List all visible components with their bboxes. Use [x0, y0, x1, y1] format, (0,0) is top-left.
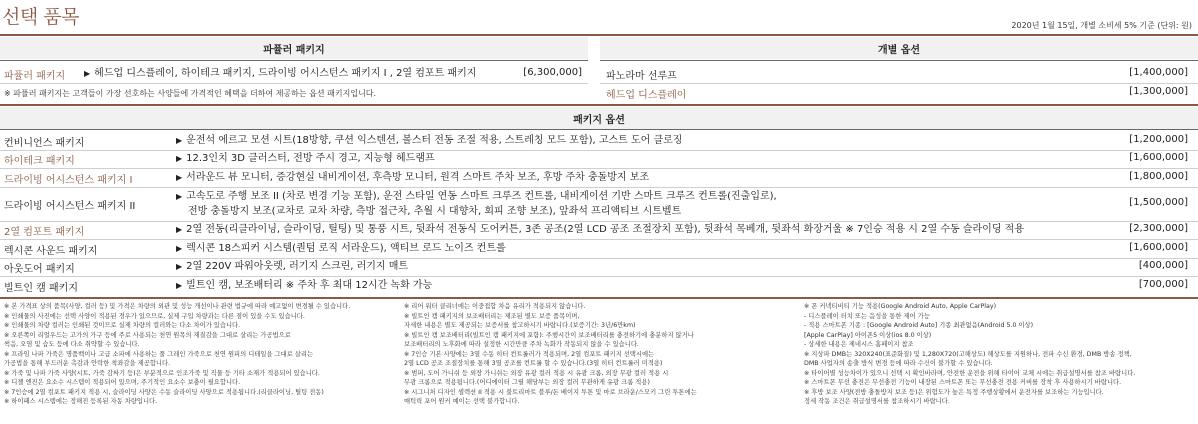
package-option-name: 드라이빙 어시스턴스 패키지 I: [4, 174, 133, 186]
individual-option-header: 개별 옵션: [600, 37, 1198, 59]
page-title: 선택 품목: [2, 6, 79, 28]
footnote-line: - 적용 스마트폰 기종 : [Google Android Auto] 기종 최관없음(Android 5.0 이상): [804, 322, 1034, 329]
divider: [0, 60, 588, 61]
footnotes-col-3: [804, 302, 1135, 407]
package-option-desc: [176, 222, 1024, 237]
footnote-line: ※ 가죽 및 나파 가죽 사양(시트, 가죽 감싸기 등)은 부분적으로 인조가죽 및 직물 등 기타 소재가 적용되어 있습니다.: [4, 369, 320, 377]
package-option-name: 하이테크 패키지: [4, 156, 75, 168]
individual-option-price: [1,400,000]: [1129, 67, 1188, 78]
top-rule: [0, 34, 1198, 36]
package-option-price: [1,600,000]: [1129, 152, 1188, 164]
popular-package-header: 파퓰러 패키지: [0, 37, 588, 59]
divider: [600, 83, 1198, 84]
package-option-name: 2열 컴포트 패키지: [4, 227, 85, 239]
footnote-line: 보조배터리의 노후화에 따라 설정한 시간만큼 주차 녹화가 작동되지 않을 수 있습니다.: [404, 341, 639, 348]
footnote-line: ※ 폰 커넥티비티 기능 적용(Google Android Auto, Apple CarPlay): [804, 303, 997, 310]
footnote-line: DMB 사업자의 송출 방식 변경 등에 따라 수신이 불가할 수 있습니다.: [804, 360, 993, 367]
popular-package-name: 파퓰러 패키지: [4, 71, 66, 82]
arrow-icon: ▶: [176, 243, 183, 253]
footnotes-col-2: [404, 302, 697, 407]
package-option-price: [400,000]: [1138, 260, 1188, 272]
footnote-line: 무광 크롬으로 적용됩니다.(어디에이터 그릴 해당부는 외장 컬러 무관하게 유광 크롬 적용): [404, 379, 650, 386]
popular-package-desc: [84, 66, 476, 81]
package-option-desc: [176, 151, 435, 166]
package-option-name: 컨비니언스 패키지: [4, 137, 85, 149]
individual-option-name: 헤드업 디스플레이: [606, 90, 687, 101]
package-option-desc-line: 전방 충돌방지 보조(교차로 교차 차량, 측방 접근차, 추월 시 대향차, 회피 조향 보조), 앞좌석 프리액티브 시트벨트: [188, 205, 682, 217]
section-rule: [0, 104, 1198, 106]
package-option-name: 렉시콘 사운드 패키지: [4, 245, 98, 257]
footnote-line: ※ 빌트인 캠 패키지의 보조배터리는 제조된 별도 보증 품목이며,: [404, 312, 580, 320]
footnote-line: [Apple CarPlay] 아이폰5 이상(ios 8.0 이상): [804, 331, 932, 339]
package-option-desc: [176, 259, 408, 274]
package-option-desc-line: ▶ 렉시콘 18스피커 시스템(퀀텀 로직 서라운드), 액티브 로드 노이즈 컨트롤: [176, 242, 506, 254]
footnote-line: 썩음, 오염 및 습도 등에 다소 취약할 수 있습니다.: [4, 341, 140, 348]
footnote-line: ※ 지상파 DMB는 320X240(표준화질) 및 1,280X720(고해상도) 해상도를 지원하나, 전파 수신 환경, DMB 방송 정책,: [804, 350, 1132, 358]
arrow-icon: ▶: [176, 172, 183, 182]
footnote-line: ※ 7인승에 2열 컴포트 패키지 적용 시, 슬라이딩 사양은 수동 슬라이딩 사양으로 적용됩니다.(리클라이닝, 틸팅 전동): [4, 388, 324, 396]
package-option-price: [1,600,000]: [1129, 241, 1188, 253]
footnote-line: 정세 작동 조건은 취급설명서를 참조하시기 바랍니다.: [804, 398, 950, 405]
divider: [0, 129, 1198, 130]
package-option-name: 드라이빙 어시스턴스 패키지 II: [4, 201, 136, 212]
footnote-line: ※ 본 가격표 상의 품목(사양, 컬러 등) 및 가격은 차량의 외관 및 성능 개선이나 관련 법규에 따라 예고없이 변경될 수 있습니다.: [4, 303, 351, 310]
package-option-desc-line: ▶ 운전석 에르고 모션 시트(18방향, 쿠션 익스텐션, 볼스터 전동 조절 적용, 스트레칭 모드 포함), 고스트 도어 클로징: [176, 134, 683, 146]
footnote-line: ※ 빌트인 캠 보조배터리(빌트인 캠 패키지에 포함): 주행시간이 보조배터리를 충전하기에 충분하지 않거나: [404, 331, 694, 339]
package-option-desc-line: ▶ 빌트인 캠, 보조배터리 ※ 주차 후 최대 12시간 녹화 가능: [176, 279, 433, 291]
popular-package-desc-text: 헤드업 디스플레이, 하이테크 패키지, 드라이빙 어시스턴스 패키지 I , 2열 컴포트 패키지: [94, 68, 477, 79]
package-option-desc-line: ▶ 2열 전동(리클라이닝, 슬라이딩, 틸팅) 및 통풍 시트, 뒷좌석 전동식 도어커튼, 3존 공조(2열 LCD 공조 조절장치 포함), 뒷좌석 목베개, 뒷좌석 화장거울 ※ 7인승 적용 시 2열 수동 슬라이딩 적용: [176, 224, 1024, 236]
package-option-price: [1,800,000]: [1129, 170, 1188, 182]
package-option-desc-line: ▶ 서라운드 뷰 모니터, 증강현실 내비게이션, 후측방 모니터, 원격 스마트 주차 보조, 후방 주차 충돌방지 보조: [176, 171, 650, 183]
package-option-price: [700,000]: [1138, 278, 1188, 290]
footnote-line: ※ 타이어별 성능차이가 있으니 선택 시 확인바라며, 안전한 운전을 위해 타이어 교체 시에는 취급설명서를 참조 바랍니다.: [804, 369, 1136, 377]
footnote-line: ※ 오른쪽이 리얼우드는 고가의 가구 등에 주로 사용되는 천연 원목의 재질감을 그대로 살리는 가공법으로: [4, 331, 291, 339]
footnote-line: - 상세한 내용은 제네시스 홈페이지 참조: [804, 341, 914, 348]
footnote-line: ※ 스마트폰 무선 충전은 무선충전 기능이 내장된 스마트폰 또는 무선충전 전용 커버를 장착 후 사용하시기 바랍니다.: [804, 379, 1122, 386]
individual-option-price: [1,300,000]: [1129, 86, 1188, 97]
footnote-line: ※ 인쇄물의 사진에는 선택 사양이 적용된 경우가 있으므로, 실제 구입 차량과는 다른 점이 있을 수도 있습니다.: [4, 312, 305, 320]
footnotes-col-1: [4, 302, 350, 407]
package-option-desc: [176, 133, 682, 148]
package-option-desc: [176, 189, 777, 219]
package-option-desc-line: ▶ 고속도로 주행 보조 II (차로 변경 기능 포함), 운전 스타일 연동 스마트 크루즈 컨트롤, 내비게이션 기반 스마트 크루즈 컨트롤(진출입로),: [176, 190, 777, 202]
footnote-line: ※ 인쇄물의 차량 컬러는 인쇄된 것이므로 실제 차량의 컬러와는 다소 차이가 있습니다.: [4, 322, 241, 329]
footnote-line: ※ 7인승 기본 사양에는 3열 수동 히터 컨트롤러가 적용되며, 2열 컴포트 패키지 선택시에는: [404, 350, 655, 358]
footnote-line: 가공법을 통해 부드러운 촉감과 안락한 착좌감을 제공합니다.: [4, 360, 171, 367]
footnote-line: ※ 시그니처 디자인 셀렉션 II 적용 시 불트리마트 블루/돈 베이지 투톤 및 마로 브라운/스모키 그린 투톤에는: [404, 388, 697, 396]
package-option-price: [2,300,000]: [1129, 223, 1188, 235]
divider: [600, 60, 1198, 61]
date-note: 2020년 1월 15일, 개별 소비세 5% 기준 (단위: 원): [1011, 21, 1192, 30]
package-option-price: [1,200,000]: [1129, 133, 1188, 145]
footnote-line: ※ 후방 보조 사양(전방 충돌방지 보조 등)은 위험도가 높은 특정 주행상황에서 운전자를 보조하는 기능입니다.: [804, 388, 1104, 396]
arrow-icon: ▶: [176, 135, 183, 145]
package-option-desc: [176, 170, 649, 185]
arrow-icon: ▶: [176, 191, 183, 201]
footnote-line: 2열 LCD 공조 조절장치를 통해 3열 공조를 컨트롤 할 수 있습니다.(3열 히터 컨트롤러 미적용): [404, 360, 663, 367]
footnote-line: - 디스플레이 터치 또는 음성을 통한 제어 가능: [804, 312, 930, 320]
popular-package-price: [6,300,000]: [523, 67, 582, 78]
package-options-header: 패키지 옵션: [0, 107, 1198, 129]
footnote-line: ※ 프라임 나파 가죽은 명품백이나 고급 소파에 사용하는 풀 그레인 가죽으로 천연 원피의 디테일을 그대로 살리는: [4, 350, 314, 358]
divider: [0, 83, 588, 84]
footnote-line: ※ 리어 워터 클리너에는 이중접합 차음 유리가 적용되지 않습니다.: [404, 303, 586, 310]
footnote-line: 자세한 내용은 별도 제공되는 보증서를 참고하시기 바랍니다.(보증기간: 3년/6만km): [404, 322, 636, 329]
arrow-icon: ▶: [176, 225, 183, 235]
package-option-name: 빌트인 캠 패키지: [4, 282, 78, 294]
footnote-line: 매틱릭 포어 원커 예이는 선택 불가합니다.: [404, 398, 520, 405]
package-option-desc-line: ▶ 2열 220V 파워아웃렛, 러기지 스크린, 러기지 매트: [176, 261, 409, 273]
individual-option-name: 파노라마 선루프: [606, 71, 677, 82]
footnote-line: ※ 하이패스 시스템에는 정해진 등록된 자동 차량입니다.: [4, 398, 158, 405]
bottom-rule: [0, 297, 1198, 299]
arrow-icon: ▶: [176, 280, 183, 290]
package-option-name: 아웃도어 패키지: [4, 264, 75, 276]
package-option-price: [1,500,000]: [1129, 197, 1188, 208]
package-option-desc-line: ▶ 12.3인치 3D 클러스터, 전방 주시 경고, 지능형 헤드램프: [176, 153, 435, 165]
arrow-icon: ▶: [84, 69, 91, 78]
divider: [0, 187, 1198, 188]
footnote-line: ※ 범퍼, 도어 가니쉬 등 외장 가니쉬는 외장 유광 컬러 적용 시 유광 크롬, 외장 무광 컬러 적용 시: [404, 369, 669, 377]
footnote-line: ※ 디젤 엔진은 요소수 시스템이 적용되어 있으며, 주기적인 요소수 보충이 필요합니다.: [4, 379, 241, 386]
arrow-icon: ▶: [176, 154, 183, 164]
arrow-icon: ▶: [176, 262, 183, 272]
package-option-desc: [176, 278, 432, 293]
package-option-desc: [176, 241, 506, 256]
popular-package-note: ※ 파퓰러 패키지는 고객들이 가장 선호하는 사양들에 가격적인 혜택을 더하여 제공하는 옵션 패키지입니다.: [4, 89, 377, 98]
